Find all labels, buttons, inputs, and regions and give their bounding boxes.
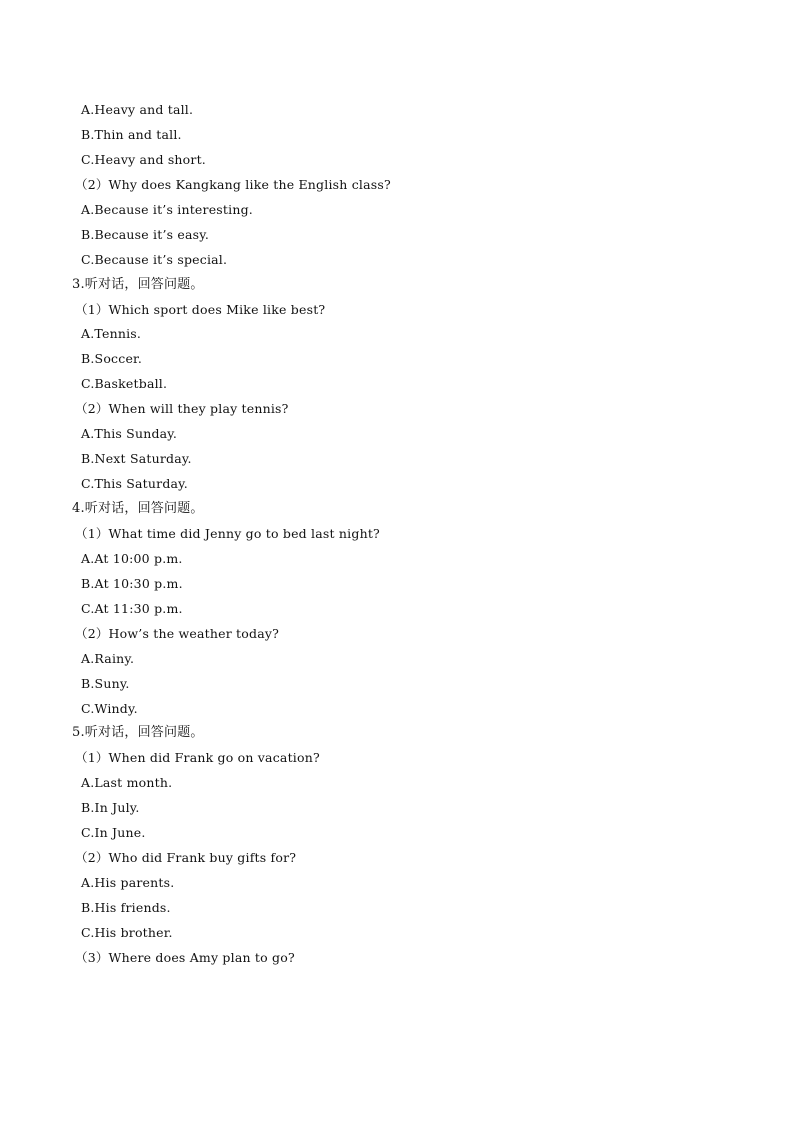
question-line: （3）Where does Amy plan to go? [75,949,295,965]
question-line: （1）What time did Jenny go to bed last night? [75,525,380,541]
option-line: A.Tennis. [81,326,142,342]
option-line: A.Because it’s interesting. [81,201,253,217]
option-line: C.Heavy and short. [81,151,206,167]
question-line: （2）Why does Kangkang like the English class? [75,176,391,192]
option-line: C.This Saturday. [81,476,188,492]
option-line: B.Thin and tall. [81,126,182,142]
question-line: （2）How’s the weather today? [75,625,280,641]
option-line: B.In July. [81,800,140,816]
option-line: A.Last month. [81,775,173,791]
option-line: A.Heavy and tall. [81,102,194,117]
option-line: A.His parents. [81,875,175,891]
option-line: A.This Sunday. [81,426,178,442]
option-line: A.Rainy. [81,650,135,666]
listening-questions [72,98,732,971]
question-line: （2）When will they play tennis? [75,401,289,417]
option-line: B.Suny. [81,675,130,691]
option-line: C.Windy. [81,700,138,716]
option-line: B.Because it’s easy. [81,226,210,242]
question-line: （1）When did Frank go on vacation? [75,750,320,766]
option-line: C.At 11:30 p.m. [81,600,183,616]
section-heading: 3.听对话，回答问题。 [72,276,204,292]
option-line: C.Basketball. [81,376,168,392]
option-line: B.His friends. [81,900,171,915]
option-line: A.At 10:00 p.m. [81,550,183,566]
section-heading: 5.听对话，回答问题。 [72,725,204,741]
option-line: C.In June. [81,825,146,841]
section-heading: 4.听对话，回答问题。 [72,501,204,516]
option-line: B.Soccer. [81,351,143,367]
question-line: （1）Which sport does Mike like best? [75,301,326,317]
option-line: C.Because it’s special. [81,251,228,267]
option-line: B.Next Saturday. [81,451,192,467]
option-line: C.His brother. [81,924,173,940]
question-line: （2）Who did Frank buy gifts for? [75,850,297,866]
option-line: B.At 10:30 p.m. [81,575,183,591]
